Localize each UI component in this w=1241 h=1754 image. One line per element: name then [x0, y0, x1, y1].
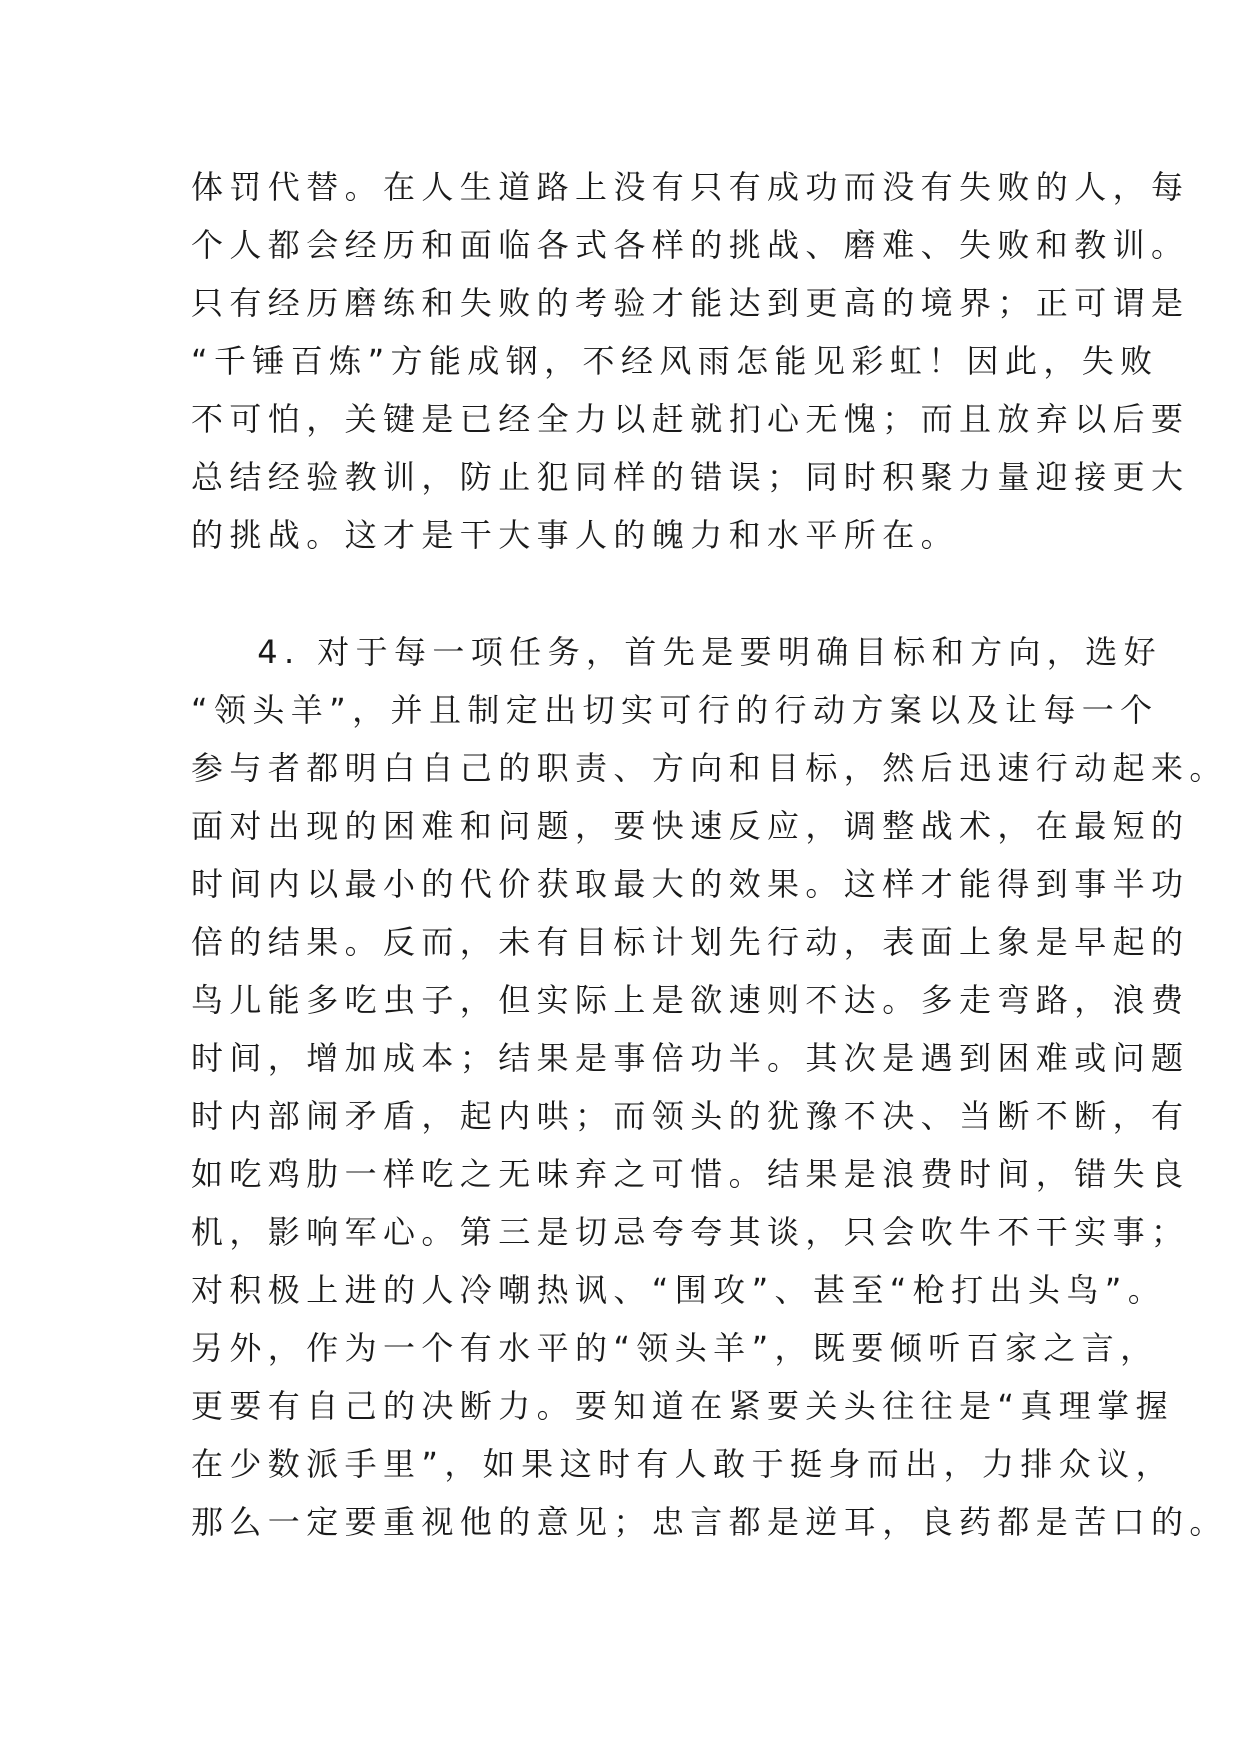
text-line: 对积极上进的人冷嘲热讽、“围攻”、甚至“枪打出头鸟”。 [191, 1271, 1167, 1309]
text-line: 时间，增加成本；结果是事倍功半。其次是遇到困难或问题 [191, 1039, 1190, 1077]
text-line: 更要有自己的决断力。要知道在紧要关头往往是“真理掌握 [191, 1387, 1174, 1425]
text-line: 只有经历磨练和失败的考验才能达到更高的境界；正可谓是 [191, 284, 1190, 322]
text-line: 的挑战。这才是干大事人的魄力和水平所在。 [191, 516, 960, 554]
text-line: 不可怕，关键是已经全力以赶就扪心无愧；而且放弃以后要 [191, 400, 1190, 438]
text-line: 如吃鸡肋一样吃之无味弃之可惜。结果是浪费时间，错失良 [191, 1155, 1190, 1193]
text-line: 倍的结果。反而，未有目标计划先行动，表面上象是早起的 [191, 923, 1190, 961]
text-line: “领头羊”，并且制定出切实可行的行动方案以及让每一个 [191, 691, 1159, 729]
text-line: 时间内以最小的代价获取最大的效果。这样才能得到事半功 [191, 865, 1190, 903]
text-line: 机，影响军心。第三是切忌夸夸其谈，只会吹牛不干实事； [191, 1213, 1190, 1251]
body-paragraph [191, 158, 1190, 564]
text-line: 那么一定要重视他的意见；忠言都是逆耳，良药都是苦口的。 [191, 1503, 1228, 1541]
text-line: “千锤百炼”方能成钢，不经风雨怎能见彩虹！因此，失败 [191, 342, 1159, 380]
text-line: 另外，作为一个有水平的“领头羊”，既要倾听百家之言， [191, 1329, 1159, 1367]
text-line: 总结经验教训，防止犯同样的错误；同时积聚力量迎接更大 [191, 458, 1190, 496]
text-line: 时内部闹矛盾，起内哄；而领头的犹豫不决、当断不断，有 [191, 1097, 1190, 1135]
text-line: 在少数派手里”，如果这时有人敢于挺身而出，力排众议， [191, 1445, 1174, 1483]
numbered-paragraph [191, 623, 1228, 1551]
text-line: 4. 对于每一项任务，首先是要明确目标和方向，选好 [191, 633, 1162, 671]
text-line: 体罚代替。在人生道路上没有只有成功而没有失败的人，每 [191, 168, 1190, 206]
text-line: 鸟儿能多吃虫子，但实际上是欲速则不达。多走弯路，浪费 [191, 981, 1190, 1019]
text-line: 参与者都明白自己的职责、方向和目标，然后迅速行动起来。 [191, 749, 1228, 787]
text-line: 个人都会经历和面临各式各样的挑战、磨难、失败和教训。 [191, 226, 1190, 264]
text-line: 面对出现的困难和问题，要快速反应，调整战术，在最短的 [191, 807, 1190, 845]
